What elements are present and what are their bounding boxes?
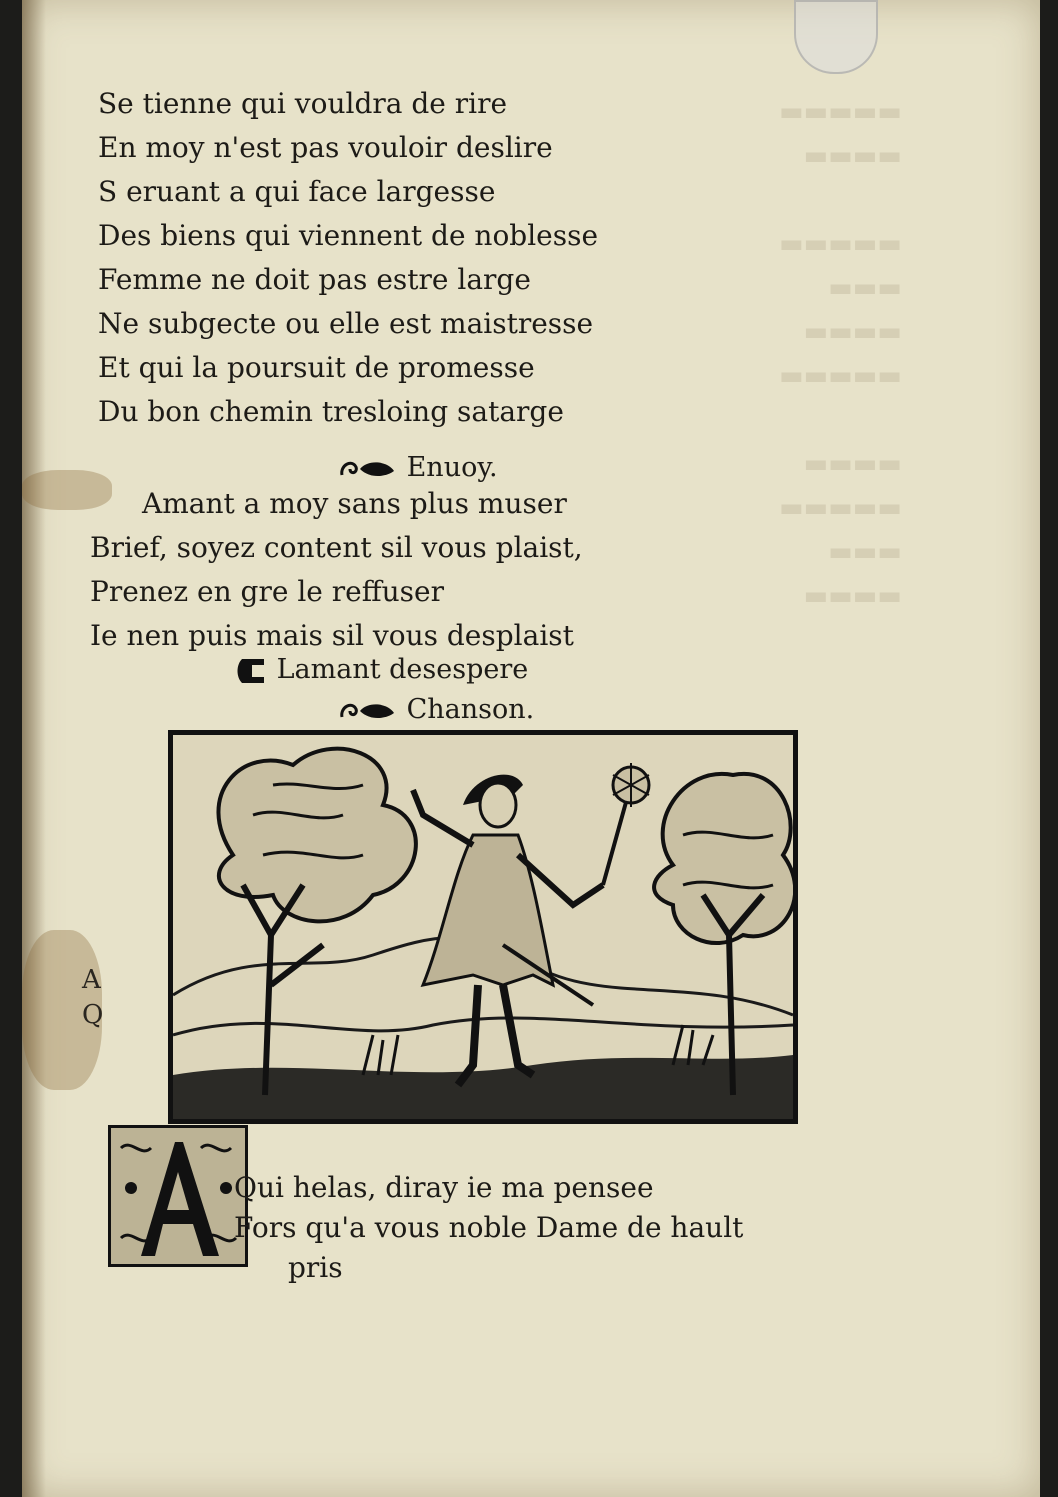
right-tree — [654, 774, 793, 1095]
decorated-initial — [108, 1125, 248, 1267]
flower — [603, 763, 649, 885]
poem-subtitle-text: Chanson. — [406, 694, 535, 725]
envoy-heading-text: Enuoy. — [406, 452, 498, 483]
margin-letter: A — [82, 965, 101, 995]
fleuron-icon — [338, 699, 398, 723]
chanson — [234, 1168, 743, 1288]
verse-line: Prenez en gre le reffuser — [90, 575, 444, 608]
verse-line: Des biens qui viennent de noblesse — [98, 219, 599, 252]
envoy — [90, 482, 583, 658]
page-clip — [794, 0, 878, 74]
verse-line: En moy n'est pas vouloir deslire — [98, 131, 553, 164]
spine-shadow — [22, 0, 46, 1497]
envoy-heading — [338, 452, 498, 483]
verse-line: Et qui la poursuit de promesse — [98, 351, 535, 384]
initial-ornament — [111, 1128, 245, 1264]
margin-letter: Q — [82, 1000, 104, 1030]
verse-line: Qui helas, diray ie ma pensee — [234, 1171, 654, 1204]
verse-line: Fors qu'a vous noble Dame de hault — [234, 1211, 744, 1244]
verse-line: pris — [288, 1251, 343, 1284]
book-page — [22, 0, 1040, 1497]
poem-title — [236, 654, 528, 685]
stanza — [98, 82, 598, 434]
figure-man — [413, 775, 603, 1085]
fleuron-icon — [338, 457, 398, 481]
poem-subtitle — [338, 694, 534, 725]
woodcut-scene — [173, 735, 793, 1119]
pilcrow-icon — [236, 657, 268, 685]
verse-line: Amant a moy sans plus muser — [142, 487, 567, 520]
verse-line: Femme ne doit pas estre large — [98, 263, 531, 296]
poem-title-text: Lamant desespere — [276, 654, 529, 685]
verse-line: Ne subgecte ou elle est maistresse — [98, 307, 594, 340]
woodcut-illustration — [168, 730, 798, 1124]
verse-line: Ie nen puis mais sil vous desplaist — [90, 619, 574, 652]
verse-line: Brief, soyez content sil vous plaist, — [90, 531, 583, 564]
verse-line: S eruant a qui face largesse — [98, 175, 496, 208]
verse-line: Du bon chemin tresloing satarge — [98, 395, 564, 428]
verse-line: Se tienne qui vouldra de rire — [98, 87, 508, 120]
show-through-texture: ▬▬▬▬▬ ▬▬▬▬ ▬▬▬▬▬ ▬▬▬ ▬▬▬▬ ▬▬▬▬▬ ▬▬▬▬ ▬▬▬▬▬ ▬▬▬ ▬▬▬▬ — [779, 97, 902, 611]
left-tree — [218, 749, 415, 1095]
